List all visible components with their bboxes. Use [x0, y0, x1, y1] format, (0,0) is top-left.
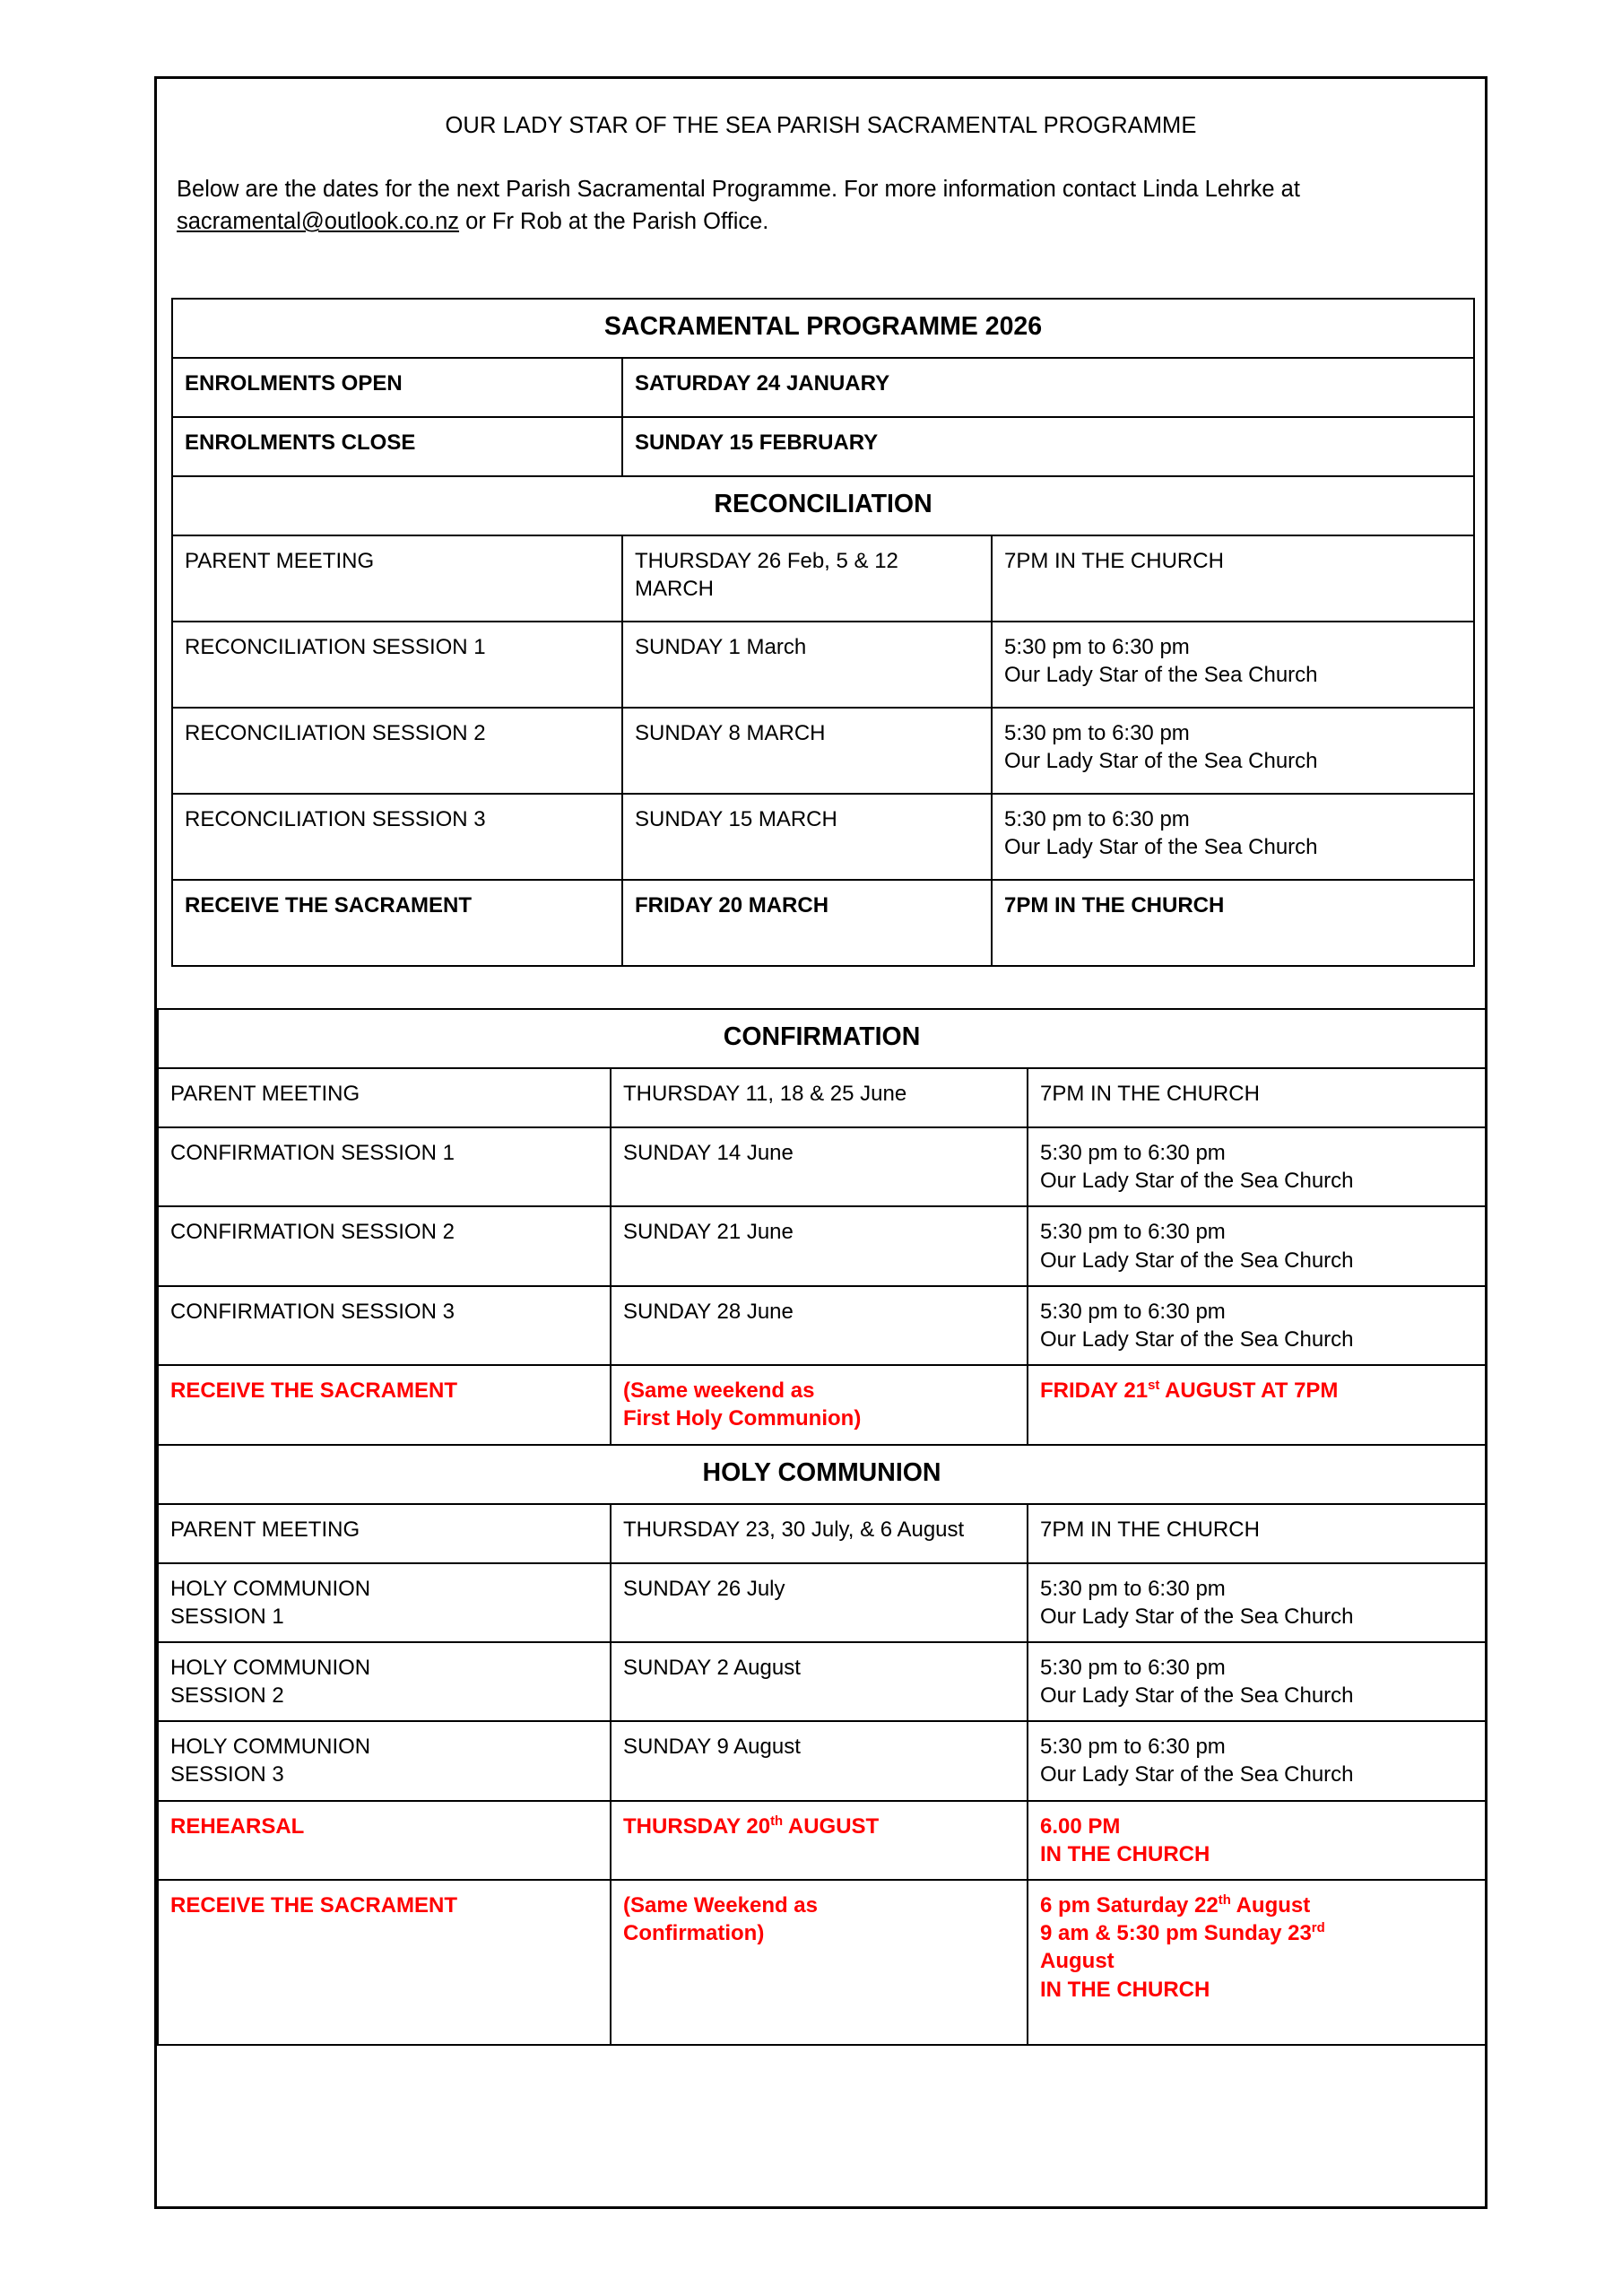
- communion-row-2-detail: [1028, 1642, 1486, 1721]
- communion-row-3-date: SUNDAY 9 August: [611, 1721, 1028, 1800]
- rehearsal-detail: [1028, 1801, 1486, 1880]
- detail-line-2: Our Lady Star of the Sea Church: [1004, 663, 1318, 688]
- detail-line-2: Our Lady Star of the Sea Church: [1040, 1169, 1354, 1194]
- reconciliation-row-0-date: THURSDAY 26 Feb, 5 & 12 MARCH: [622, 535, 992, 622]
- communion-receive-label: RECEIVE THE SACRAMENT: [158, 1880, 611, 2045]
- confirmation-receive-label: RECEIVE THE SACRAMENT: [158, 1365, 611, 1444]
- detail-line-1: 7PM IN THE CHURCH: [1004, 549, 1224, 573]
- table-row: [158, 1504, 1486, 1563]
- table-row: [172, 708, 1474, 794]
- reconciliation-row-2-date: SUNDAY 8 MARCH: [622, 708, 992, 794]
- table-row: [158, 1127, 1486, 1206]
- reconciliation-row-1-date: SUNDAY 1 March: [622, 622, 992, 708]
- date-prefix: THURSDAY 20: [623, 1813, 771, 1839]
- reconciliation-row-3-label: RECONCILIATION SESSION 3: [172, 794, 622, 880]
- reconciliation-row-3-detail: [992, 794, 1474, 880]
- detail-l2-prefix: 9 am & 5:30 pm Sunday 23: [1040, 1921, 1312, 1946]
- ordinal-suffix: th: [770, 1813, 784, 1829]
- rehearsal-date: [611, 1801, 1028, 1880]
- detail-line-1: [1040, 1892, 1473, 1919]
- reconciliation-row-2-detail: [992, 708, 1474, 794]
- intro-text-part-1: Below are the dates for the next Parish Sacramental Programme. For more information contact Linda Lehrke at: [177, 177, 1300, 203]
- reconciliation-section-heading: RECONCILIATION: [172, 476, 1474, 535]
- label-line-2: SESSION 3: [170, 1762, 284, 1787]
- table-row-confirmation-receive: [158, 1365, 1486, 1444]
- reconciliation-receive-label: RECEIVE THE SACRAMENT: [172, 880, 622, 966]
- detail-line-1: 5:30 pm to 6:30 pm: [1040, 1299, 1226, 1324]
- ordinal-suffix: st: [1148, 1378, 1160, 1394]
- reconciliation-row-3-date: SUNDAY 15 MARCH: [622, 794, 992, 880]
- label-line-2: SESSION 2: [170, 1683, 284, 1709]
- detail-line-1: 5:30 pm to 6:30 pm: [1004, 807, 1190, 831]
- document-page: [154, 76, 1488, 2209]
- programme-banner-heading: SACRAMENTAL PROGRAMME 2026: [172, 299, 1474, 358]
- detail-line-2: IN THE CHURCH: [1040, 1841, 1210, 1866]
- detail-line-3: August: [1040, 1949, 1115, 1974]
- communion-row-0-date: THURSDAY 23, 30 July, & 6 August: [611, 1504, 1028, 1563]
- table-row-enrolments-open: [172, 358, 1474, 417]
- detail-prefix: FRIDAY 21: [1040, 1378, 1149, 1404]
- detail-line-2: Our Lady Star of the Sea Church: [1040, 1762, 1354, 1787]
- table-row: [158, 1286, 1486, 1365]
- confirmation-row-2-date: SUNDAY 21 June: [611, 1206, 1028, 1285]
- detail-line-2: [1040, 1919, 1473, 1947]
- reconciliation-row-1-label: RECONCILIATION SESSION 1: [172, 622, 622, 708]
- confirmation-row-0-date: THURSDAY 11, 18 & 25 June: [611, 1068, 1028, 1127]
- detail-l1-prefix: 6 pm Saturday 22: [1040, 1893, 1219, 1918]
- detail-line-1: 5:30 pm to 6:30 pm: [1040, 1141, 1226, 1165]
- detail-line-1: 5:30 pm to 6:30 pm: [1040, 1735, 1226, 1760]
- detail-line-2: Our Lady Star of the Sea Church: [1040, 1604, 1354, 1629]
- detail-line-2: Our Lady Star of the Sea Church: [1040, 1248, 1354, 1273]
- label-line-1: PARENT MEETING: [170, 1517, 360, 1542]
- confirmation-row-1-detail: [1028, 1127, 1486, 1206]
- table-row-enrolments-close: [172, 417, 1474, 476]
- page-title: OUR LADY STAR OF THE SEA PARISH SACRAMENTAL PROGRAMME: [445, 113, 1197, 138]
- enrolments-close-label: ENROLMENTS CLOSE: [172, 417, 622, 476]
- table-row: [158, 1206, 1486, 1285]
- reconciliation-row-1-detail: [992, 622, 1474, 708]
- date-line-1: (Same Weekend as: [623, 1893, 818, 1918]
- ordinal-suffix: th: [1218, 1893, 1231, 1908]
- table-row: [158, 1721, 1486, 1800]
- detail-line-2: Our Lady Star of the Sea Church: [1004, 749, 1318, 774]
- date-line-1: (Same weekend as: [623, 1378, 815, 1404]
- table-row-rehearsal: [158, 1801, 1486, 1880]
- date-line-2: Confirmation): [623, 1921, 765, 1946]
- table-row-reconciliation-heading: [172, 476, 1474, 535]
- detail-line-1: 5:30 pm to 6:30 pm: [1040, 1220, 1226, 1245]
- enrolments-open-label: ENROLMENTS OPEN: [172, 358, 622, 417]
- table-row: [158, 1642, 1486, 1721]
- label-line-2: SESSION 1: [170, 1604, 284, 1629]
- reconciliation-receive-detail: 7PM IN THE CHURCH: [992, 880, 1474, 966]
- confirmation-row-3-date: SUNDAY 28 June: [611, 1286, 1028, 1365]
- reconciliation-receive-date: FRIDAY 20 MARCH: [622, 880, 992, 966]
- confirmation-row-0-detail: 7PM IN THE CHURCH: [1028, 1068, 1486, 1127]
- communion-row-3-label: [158, 1721, 611, 1800]
- detail-line-1: 6.00 PM: [1040, 1813, 1121, 1839]
- table-row: [172, 535, 1474, 622]
- detail-line-2: Our Lady Star of the Sea Church: [1004, 835, 1318, 860]
- detail-suffix: AUGUST AT 7PM: [1159, 1378, 1339, 1404]
- confirmation-receive-date: [611, 1365, 1028, 1444]
- detail-line-1: 5:30 pm to 6:30 pm: [1004, 721, 1190, 745]
- confirmation-row-3-detail: [1028, 1286, 1486, 1365]
- date-line-2: First Holy Communion): [623, 1406, 862, 1431]
- label-line-1: HOLY COMMUNION: [170, 1735, 371, 1760]
- communion-row-1-detail: [1028, 1563, 1486, 1642]
- confirmation-section-heading: CONFIRMATION: [158, 1009, 1486, 1068]
- confirmation-communion-schedule-table: [157, 1008, 1487, 2046]
- communion-receive-date: [611, 1880, 1028, 2045]
- intro-text-part-2: or Fr Rob at the Parish Office.: [459, 209, 769, 235]
- table-row: [158, 1563, 1486, 1642]
- reconciliation-row-0-detail: [992, 535, 1474, 622]
- table-row: [172, 622, 1474, 708]
- table-row-programme-banner: [172, 299, 1474, 358]
- rehearsal-label: REHEARSAL: [158, 1801, 611, 1880]
- table-row-communion-receive: [158, 1880, 1486, 2045]
- communion-row-0-detail: 7PM IN THE CHURCH: [1028, 1504, 1486, 1563]
- confirmation-row-2-label: CONFIRMATION SESSION 2: [158, 1206, 611, 1285]
- detail-l1-suffix: August: [1230, 1893, 1311, 1918]
- communion-row-0-label: [158, 1504, 611, 1563]
- enrolments-open-value: SATURDAY 24 JANUARY: [622, 358, 1474, 417]
- confirmation-row-3-label: CONFIRMATION SESSION 3: [158, 1286, 611, 1365]
- table-row-holy-communion-heading: [158, 1445, 1486, 1504]
- confirmation-row-2-detail: [1028, 1206, 1486, 1285]
- communion-row-1-date: SUNDAY 26 July: [611, 1563, 1028, 1642]
- confirmation-row-1-date: SUNDAY 14 June: [611, 1127, 1028, 1206]
- detail-line-1: 5:30 pm to 6:30 pm: [1004, 635, 1190, 659]
- table-row-confirmation-heading: [158, 1009, 1486, 1068]
- label-line-1: HOLY COMMUNION: [170, 1655, 371, 1680]
- ordinal-suffix: rd: [1311, 1921, 1325, 1936]
- communion-receive-detail: [1028, 1880, 1486, 2045]
- confirmation-receive-detail: [1028, 1365, 1486, 1444]
- reconciliation-row-0-label: PARENT MEETING: [172, 535, 622, 622]
- contact-email-link[interactable]: sacramental@outlook.co.nz: [177, 209, 460, 235]
- intro-paragraph: [157, 141, 1485, 238]
- detail-line-2: Our Lady Star of the Sea Church: [1040, 1326, 1354, 1352]
- detail-line-4: IN THE CHURCH: [1040, 1977, 1210, 2002]
- detail-line-2: Our Lady Star of the Sea Church: [1040, 1683, 1354, 1709]
- holy-communion-section-heading: HOLY COMMUNION: [158, 1445, 1486, 1504]
- label-line-1: HOLY COMMUNION: [170, 1576, 371, 1601]
- table-row: [172, 794, 1474, 880]
- detail-line-1: 5:30 pm to 6:30 pm: [1040, 1576, 1226, 1601]
- confirmation-row-1-label: CONFIRMATION SESSION 1: [158, 1127, 611, 1206]
- communion-row-2-label: [158, 1642, 611, 1721]
- enrolments-close-value: SUNDAY 15 FEBRUARY: [622, 417, 1474, 476]
- reconciliation-row-2-label: RECONCILIATION SESSION 2: [172, 708, 622, 794]
- detail-line-1: 5:30 pm to 6:30 pm: [1040, 1655, 1226, 1680]
- communion-row-2-date: SUNDAY 2 August: [611, 1642, 1028, 1721]
- reconciliation-schedule-table: [171, 298, 1475, 967]
- table-row: [158, 1068, 1486, 1127]
- communion-row-3-detail: [1028, 1721, 1486, 1800]
- table-row: [172, 880, 1474, 966]
- confirmation-row-0-label: PARENT MEETING: [158, 1068, 611, 1127]
- communion-row-1-label: [158, 1563, 611, 1642]
- date-suffix: AUGUST: [783, 1813, 880, 1839]
